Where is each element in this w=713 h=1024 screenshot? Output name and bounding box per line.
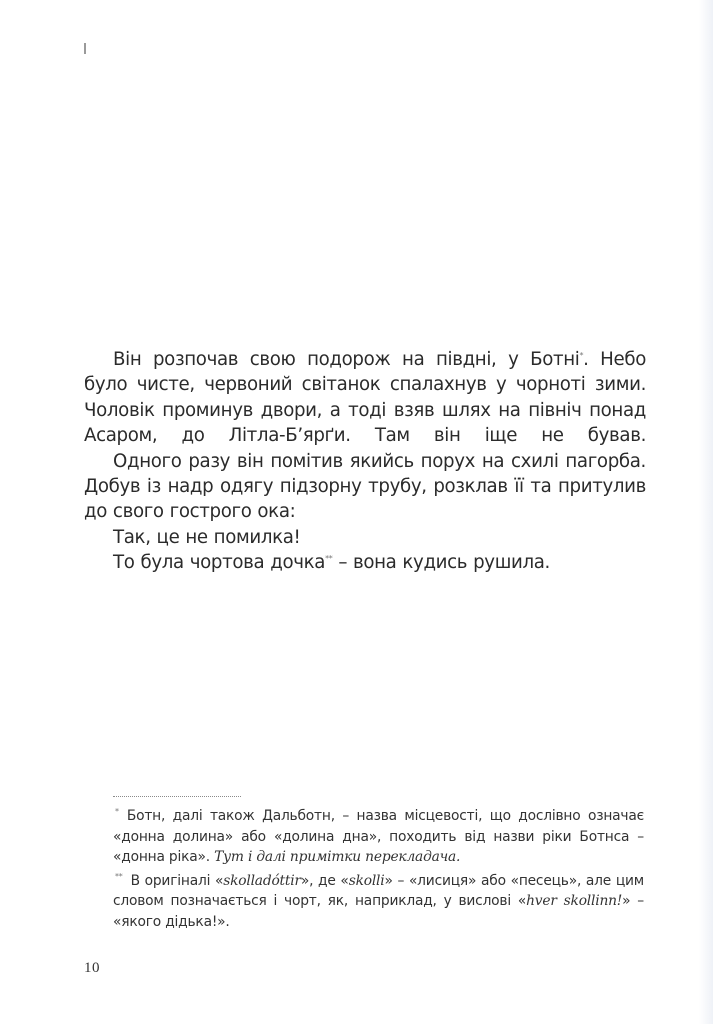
footnotes [113,806,644,935]
paragraph-text: . Небо було чисте, червоний світанок спалахнув у чорноті зими. Чоловік проминув двори, а тоді взяв шлях на північ понад Асаром, до Літла-Б’ярґи. Там він іще не бував. [84,349,646,447]
footnote-ref-1[interactable]: * [579,350,584,360]
footnote-separator [113,796,241,797]
page-number: 10 [84,960,100,976]
paragraph-text: Він розпочав свою подорож на півдні, у Ботні [113,349,580,370]
page-gutter-shadow [699,0,713,1024]
paragraph-2: Одного разу він помітив якийсь порух на схилі пагорба. Добув із надр одягу підзорну трубу, розклав її та притулив до свого гострого ока: [84,450,646,523]
footnote-italic: skolladóttir [223,872,301,889]
footnote-marker: ** [115,871,123,881]
footnote-marker: * [115,807,119,817]
footnote-text: », де « [300,872,349,889]
paragraph-text: – вона кудись рушила. [332,552,550,574]
footnote-2 [113,871,644,933]
footnote-italic: Тут і далі примітки перекладача. [214,849,461,865]
footnote-ref-2[interactable]: ** [325,554,333,564]
paragraph-1 [84,347,646,449]
footnote-text: В оригіналі « [130,872,224,889]
footnote-text: » – «лисиця» або «песець», але цим словом позначається і чорт, як, наприклад, у вислові « [113,872,645,909]
crop-mark [84,43,86,54]
footnote-1 [113,806,644,868]
paragraph-4 [84,550,646,575]
footnote-italic: skolli [348,872,385,889]
footnote-italic: hver skollinn! [526,893,623,909]
footnote-text: Ботн, далі також Дальботн, – назва місцевості, що дослівно означає «донна долина» або «долина дна», походить від назви ріки Ботнса – «донна ріка». [113,808,644,865]
paragraph-text: То була чортова дочка [113,552,326,574]
footnote-text: » – «якого дідька!». [113,893,644,930]
paragraph-3: Так, це не помилка! [113,526,301,548]
main-text [84,347,646,576]
